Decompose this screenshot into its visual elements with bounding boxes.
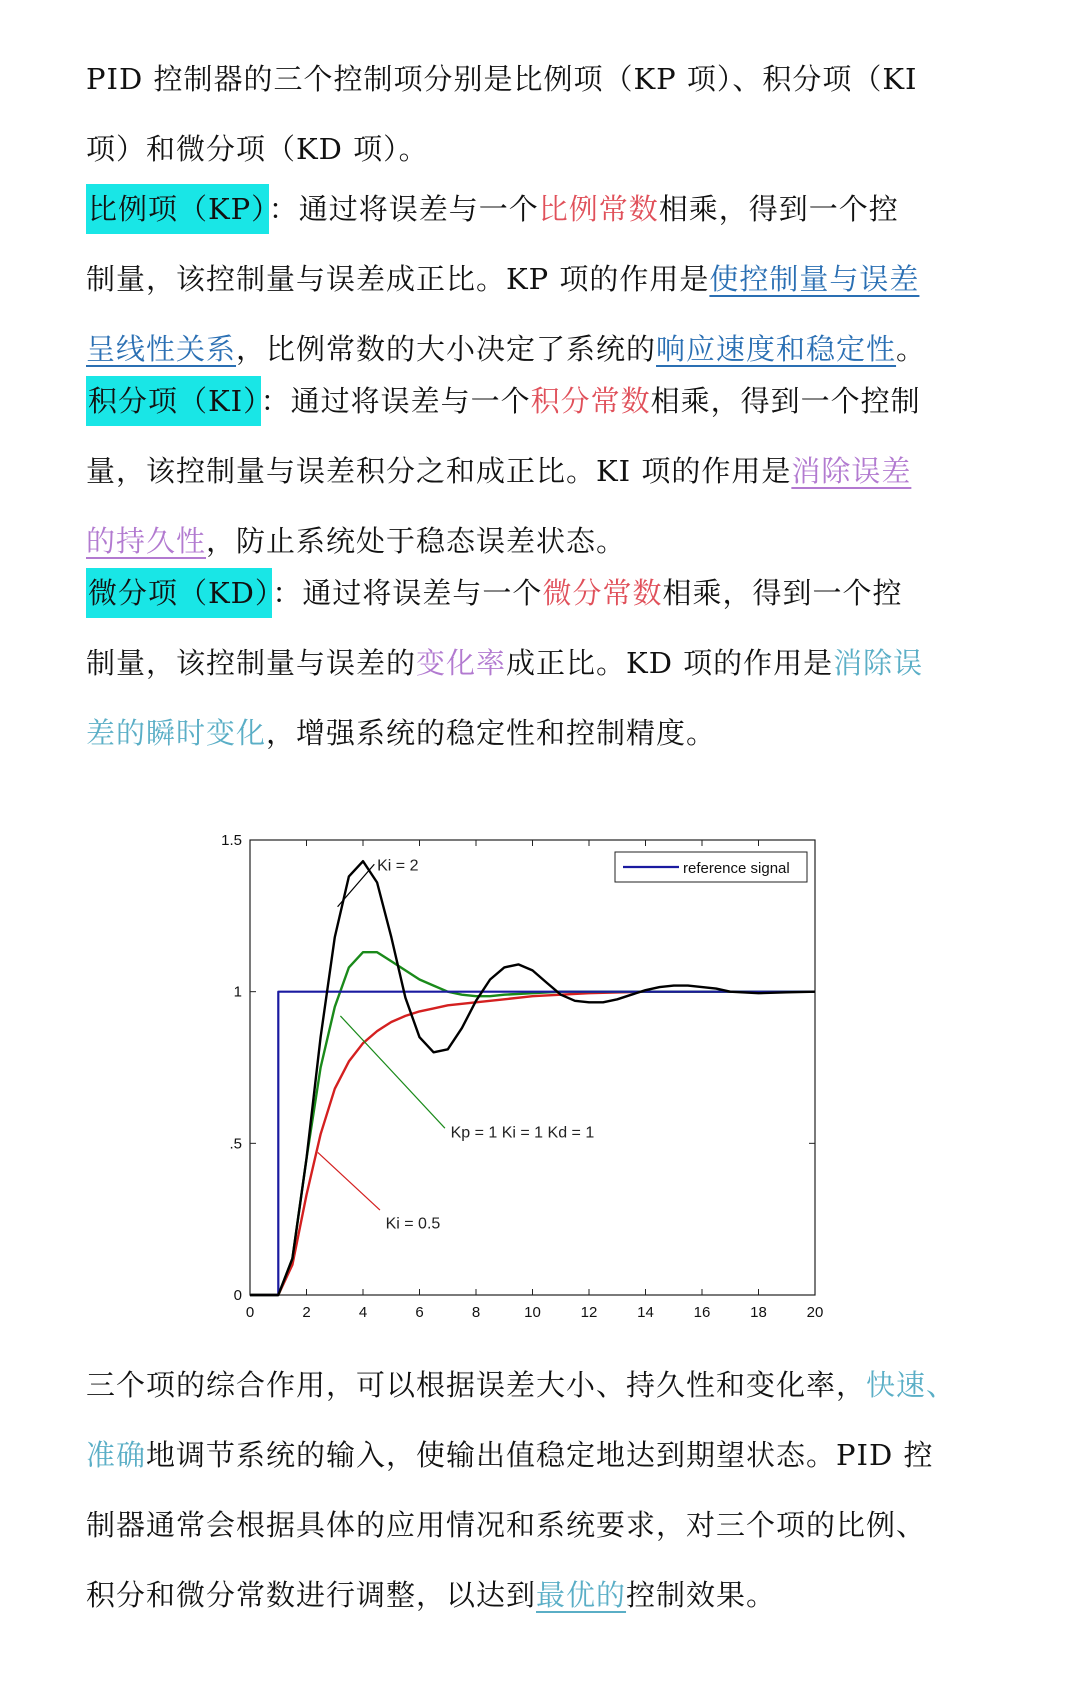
intro-paragraph (86, 44, 1016, 184)
summary-paragraph (86, 1350, 1016, 1630)
ki-effect-link: 消除误差 (791, 454, 912, 488)
annotation-ki-2: Ki = 2 (377, 857, 419, 875)
annotation-kp-ki-kd-1: Kp = 1 Ki = 1 Kd = 1 (450, 1124, 595, 1142)
kd-constant: 微分常数 (542, 576, 663, 610)
kp-line: 比例项（KP）：通过将误差与一个比例常数相乘，得到一个控 (86, 174, 1016, 244)
summary-accurate: 准确 (86, 1438, 147, 1472)
kp-effect2-link: 响应速度和稳定性 (656, 332, 897, 366)
kd-line: 差的瞬时变化，增强系统的稳定性和控制精度。 (86, 716, 717, 750)
ki-constant: 积分常数 (530, 384, 651, 418)
kd-paragraph (86, 558, 1016, 768)
kp-constant: 比例常数 (538, 192, 659, 226)
legend-label: reference signal (683, 860, 790, 877)
ki-effect-link: 的持久性 (86, 524, 207, 558)
ki-line: 积分项（KI）：通过将误差与一个积分常数相乘，得到一个控制 (86, 366, 1016, 436)
summary-line: 三个项的综合作用，可以根据误差大小、持久性和变化率，快速、 (86, 1368, 957, 1402)
x-tick-label: 16 (693, 1304, 711, 1321)
intro-line: 项）和微分项（KD 项）。 (86, 132, 429, 166)
kp-effect-link: 使控制量与误差 (709, 262, 920, 296)
x-tick-label: 12 (580, 1304, 598, 1321)
kp-highlight-label: 比例项（KP） (86, 184, 269, 234)
kd-rate: 变化率 (416, 646, 507, 680)
y-tick-label: 1.5 (221, 832, 242, 849)
ki-line: 量，该控制量与误差积分之和成正比。KI 项的作用是消除误差 (86, 454, 912, 488)
kd-effect: 消除误 (833, 646, 924, 680)
x-tick-label: 8 (471, 1304, 481, 1321)
kd-line: 微分项（KD）：通过将误差与一个微分常数相乘，得到一个控 (86, 558, 1016, 628)
y-tick-label: .5 (229, 1135, 242, 1153)
x-tick-label: 2 (302, 1304, 311, 1321)
ki-line: 的持久性，防止系统处于稳态误差状态。 (86, 524, 627, 558)
pid-step-response-chart (205, 830, 865, 1350)
kd-effect: 差的瞬时变化 (86, 716, 267, 750)
ki-paragraph (86, 366, 1016, 576)
y-tick-label: 1 (233, 983, 242, 1001)
y-tick-label: 0 (233, 1287, 242, 1304)
x-tick-label: 10 (524, 1304, 541, 1321)
intro-line: PID 控制器的三个控制项分别是比例项（KP 项）、积分项（KI (86, 62, 918, 96)
summary-fast: 快速、 (866, 1368, 957, 1402)
plot-frame (250, 840, 815, 1295)
ki-highlight-label: 积分项（KI） (86, 376, 261, 426)
summary-line: 制器通常会根据具体的应用情况和系统要求，对三个项的比例、 (86, 1508, 927, 1542)
x-tick-label: 14 (637, 1304, 654, 1321)
kp-line: 制量，该控制量与误差成正比。KP 项的作用是使控制量与误差 (86, 262, 920, 296)
annotation-ki-0-5: Ki = 0.5 (385, 1215, 441, 1233)
x-tick-label: 20 (806, 1304, 824, 1321)
x-tick-label: 4 (358, 1304, 368, 1321)
kp-line: 呈线性关系，比例常数的大小决定了系统的响应速度和稳定性。 (86, 332, 927, 366)
x-tick-label: 0 (245, 1304, 255, 1321)
x-tick-label: 18 (750, 1304, 767, 1321)
kp-effect-link: 呈线性关系 (86, 332, 237, 366)
kd-highlight-label: 微分项（KD） (86, 568, 272, 618)
kp-paragraph (86, 174, 1016, 384)
summary-best: 最优的 (536, 1578, 627, 1612)
summary-line: 准确地调节系统的输入，使输出值稳定地达到期望状态。PID 控 (86, 1438, 934, 1472)
summary-line: 积分和微分常数进行调整，以达到最优的控制效果。 (86, 1578, 777, 1612)
x-tick-label: 6 (415, 1304, 424, 1321)
kd-line: 制量，该控制量与误差的变化率成正比。KD 项的作用是消除误 (86, 646, 924, 680)
